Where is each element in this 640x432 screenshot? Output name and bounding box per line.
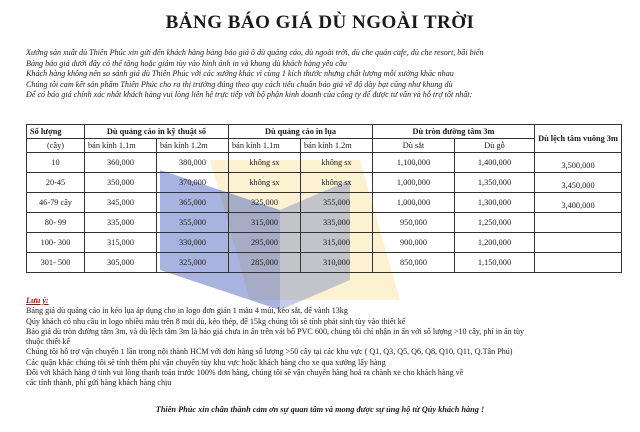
cell-quantity: 100- 300 bbox=[27, 233, 85, 253]
cell-quantity: 46-79 cây bbox=[27, 193, 85, 213]
cell-price: 3,450,000 bbox=[535, 173, 622, 193]
subheader-steel: Dù sắt bbox=[373, 139, 455, 153]
cell-quantity: 301- 500 bbox=[27, 253, 85, 273]
cell-price: 335,000 bbox=[85, 213, 157, 233]
subheader-unit: (cây) bbox=[27, 139, 85, 153]
note-line: Chúng tôi hỗ trợ vận chuyển 1 lần trong nội thành HCM với đơn hàng số lượng >50 cây tại các khu vực ( Q1, Q3, Q5, Q6, Q8, Q10, Q11, Q.Tân Phú) bbox=[26, 347, 513, 357]
table-row bbox=[27, 213, 622, 233]
cell-price: 345,000 bbox=[85, 193, 157, 213]
cell-price: 1,100,000 bbox=[373, 153, 455, 173]
table-row bbox=[27, 193, 622, 213]
intro-text bbox=[26, 48, 626, 101]
cell-price: 850,000 bbox=[373, 253, 455, 273]
cell-price: 3,500,000 bbox=[535, 153, 622, 173]
header-round-umbrella: Dù tròn đường tâm 3m bbox=[373, 125, 535, 139]
cell-price: 365,000 bbox=[157, 193, 229, 213]
table-row bbox=[27, 253, 622, 273]
cell-price: 370,000 bbox=[157, 173, 229, 193]
cell-price: 310,000 bbox=[301, 253, 373, 273]
cell-quantity: 20-45 bbox=[27, 173, 85, 193]
cell-price: không sx bbox=[301, 153, 373, 173]
cell-price: 350,000 bbox=[85, 173, 157, 193]
intro-line: Bảng báo giá dưới đây có thể tăng hoặc giảm tùy vào hình ảnh in và khung dù khách hàng yêu cầu bbox=[26, 58, 347, 68]
cell-price: 1,200,000 bbox=[455, 233, 535, 253]
note-line: các tỉnh thành, phí gửi hàng khách hàng chịu bbox=[26, 378, 172, 388]
cell-price bbox=[535, 253, 622, 273]
cell-price: 1,000,000 bbox=[373, 173, 455, 193]
cell-price: 295,000 bbox=[229, 233, 301, 253]
cell-price: 325,000 bbox=[229, 193, 301, 213]
cell-price: không sx bbox=[301, 173, 373, 193]
note-line: Báo giá dù tròn đường tâm 3m, và dù lệch tâm 3m là báo giá chưa in ấn trên vải bố PVC 600, chúng tôi chỉ nhận in ấn với số lượng >10 cây, phí in ấn tùy bbox=[26, 326, 525, 336]
page-title: BẢNG BÁO GIÁ DÙ NGOÀI TRỜI bbox=[165, 12, 475, 33]
note-line: Các quận khác chúng tôi sẽ tính thêm phí vận chuyển tùy khu vực hoặc khách hàng cho xe qua xưởng lấy hàng bbox=[26, 357, 386, 367]
table-row bbox=[27, 173, 622, 193]
subheader-radius-1-2: bán kính 1.2m bbox=[157, 139, 229, 153]
table-row bbox=[27, 233, 622, 253]
subheader-radius-1-1: bán kính 1.1m bbox=[85, 139, 157, 153]
table-subheader-row bbox=[27, 139, 622, 153]
cell-price: 325,000 bbox=[157, 253, 229, 273]
cell-price: không sx bbox=[229, 173, 301, 193]
cell-quantity: 80- 99 bbox=[27, 213, 85, 233]
cell-price: 355,000 bbox=[157, 213, 229, 233]
cell-price: 355,000 bbox=[301, 193, 373, 213]
subheader-radius-1-2: bán kính 1.2m bbox=[301, 139, 373, 153]
table-row bbox=[27, 153, 622, 173]
note-line: Bảng giá dù quảng cáo in kéo lụa áp dụng cho in logo đơn giản 1 màu 4 múi, kèo sắt, đế vành 13kg bbox=[26, 306, 348, 316]
cell-price: 3,400,000 bbox=[535, 193, 622, 213]
cell-price: 1,400,000 bbox=[455, 153, 535, 173]
cell-price: 315,000 bbox=[229, 213, 301, 233]
intro-line: Xưởng sản xuất dù Thiên Phúc xin gửi đến khách hàng bảng báo giá ô dù quảng cáo, dù ngoài trời, dù che quán cafe, dù che resort, bãi biển bbox=[26, 48, 484, 57]
note-line: Qúy khách có nhu cầu in logo nhiều màu trên 8 múi dù, kèo thép, đế 15kg chúng tôi sẽ tính phát sinh tùy vào thiết kế bbox=[26, 316, 406, 326]
cell-price: 305,000 bbox=[85, 253, 157, 273]
cell-price: 1,350,000 bbox=[455, 173, 535, 193]
subheader-wood: Dù gỗ bbox=[455, 139, 535, 153]
cell-price: 330,000 bbox=[157, 233, 229, 253]
header-silk-print: Dù quảng cáo in lụa bbox=[229, 125, 373, 139]
intro-line: Chúng tôi cam kết sản phẩm Thiên Phúc cho ra thị trường đúng theo quy cách tiêu chuẩn báo giá về độ dày bạt cũng như khung dù bbox=[26, 79, 453, 89]
table-header-row bbox=[27, 125, 622, 139]
subheader-radius-1-1: bán kính 1.1m bbox=[229, 139, 301, 153]
cell-price: 1,250,000 bbox=[455, 213, 535, 233]
cell-price: 950,000 bbox=[373, 213, 455, 233]
cell-price: 315,000 bbox=[301, 233, 373, 253]
price-table bbox=[26, 124, 622, 273]
cell-price: 315,000 bbox=[85, 233, 157, 253]
header-quantity: Số lượng bbox=[27, 125, 85, 139]
cell-price: 360,000 bbox=[85, 153, 157, 173]
cell-price: 1,300,000 bbox=[455, 193, 535, 213]
intro-line: Khách hàng không nên so sánh giá dù Thiên Phúc với các xưởng khác vì cùng 1 kích thước nhưng chất lượng mỗi xưởng khác nhau bbox=[26, 69, 454, 78]
cell-price: không sx bbox=[229, 153, 301, 173]
cell-price: 380,000 bbox=[157, 153, 229, 173]
cell-quantity: 10 bbox=[27, 153, 85, 173]
header-digital-print: Dù quảng cáo in kỹ thuật số bbox=[85, 125, 229, 139]
notes-section bbox=[26, 296, 632, 389]
cell-price: 335,000 bbox=[301, 213, 373, 233]
header-offset-umbrella: Dù lệch tâm vuông 3m bbox=[535, 125, 622, 153]
cell-price bbox=[535, 213, 622, 233]
note-line: thuộc thiết kế bbox=[26, 337, 71, 347]
cell-price: 1,000,000 bbox=[373, 193, 455, 213]
closing-message: Thiên Phúc xin chân thành cảm ơn sự quan tâm và mong được sự ủng hộ từ Qúy khách hàng ! bbox=[155, 405, 485, 414]
cell-price: 900,000 bbox=[373, 233, 455, 253]
note-line: Đối với khách hàng ở tỉnh vui lòng thanh toán trước 100% đơn hàng, chúng tôi sẽ vận chuyển hàng hoá ra chành xe cho khách hàng về bbox=[26, 368, 464, 378]
cell-price: 1,150,000 bbox=[455, 253, 535, 273]
intro-line: Để có báo giá chính xác nhất khách hàng vui lòng liên hệ trực tiếp với bộ phận kinh doanh của công ty để được tư vấn và hỗ trợ tốt nhất: bbox=[26, 90, 473, 99]
notes-label: Lưu ý: bbox=[26, 296, 49, 305]
cell-price: 285,000 bbox=[229, 253, 301, 273]
cell-price bbox=[535, 233, 622, 253]
